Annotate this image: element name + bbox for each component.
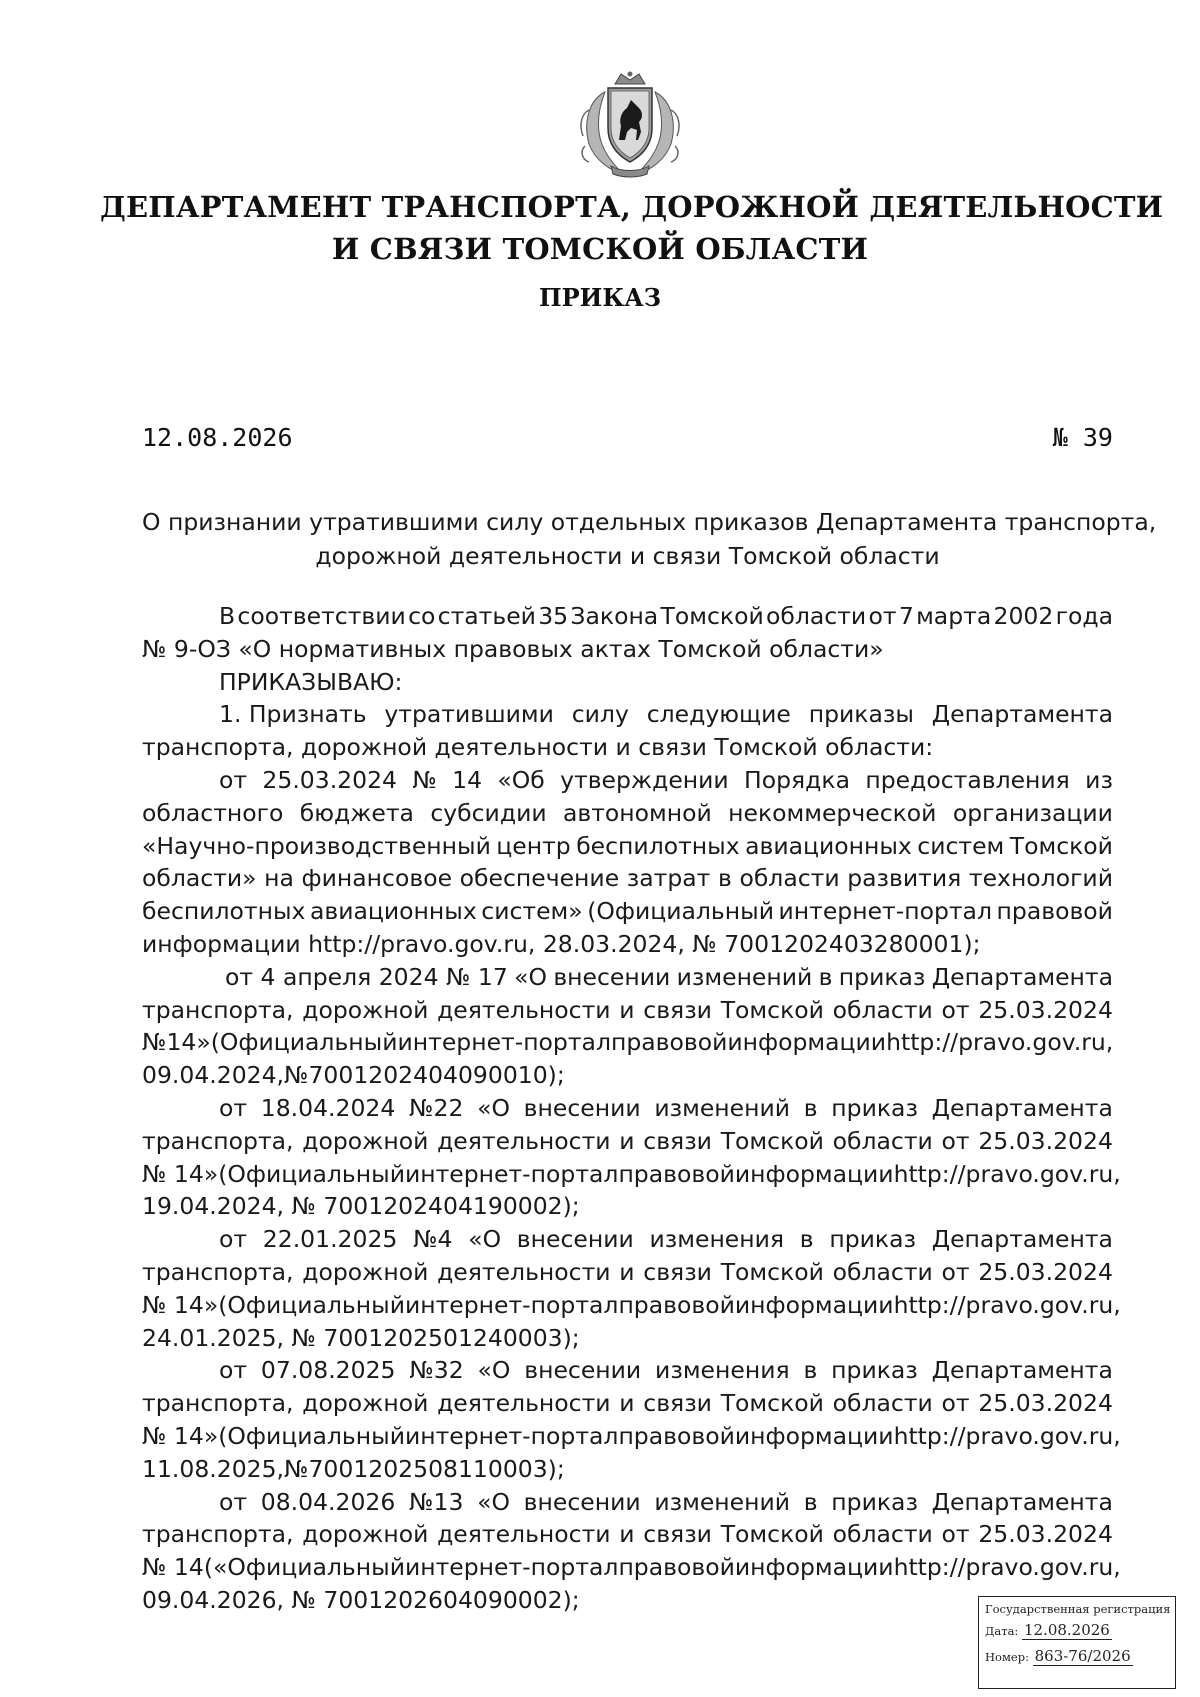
word: на bbox=[264, 864, 294, 893]
word: области bbox=[832, 995, 933, 1024]
word: 35 bbox=[538, 602, 569, 630]
word: Томской bbox=[720, 1126, 824, 1155]
word: 22.01.2025 bbox=[262, 1225, 398, 1254]
word: транспорта, bbox=[142, 1520, 294, 1549]
revoked-order-item bbox=[142, 961, 1113, 1092]
word: транспорта, bbox=[142, 1389, 294, 1418]
coat-of-arms-icon bbox=[575, 70, 685, 178]
word: Департамента bbox=[931, 1356, 1113, 1385]
order-text-line: 24.01.2025, № 7001202501240003); bbox=[142, 1323, 580, 1352]
order-title bbox=[142, 505, 1157, 573]
order-text-line bbox=[142, 1486, 1113, 1519]
word: изменения bbox=[649, 1225, 785, 1254]
word: и bbox=[619, 1389, 635, 1418]
word: информации bbox=[734, 1553, 894, 1582]
word: изменений bbox=[654, 1487, 791, 1516]
word: «Об bbox=[497, 765, 545, 794]
word: №13 bbox=[409, 1487, 464, 1516]
word: изменения bbox=[655, 1356, 790, 1385]
word: предоставления bbox=[865, 765, 1070, 794]
word: со bbox=[408, 602, 436, 630]
revoked-order-item bbox=[142, 1486, 1121, 1617]
word: транспорта, bbox=[142, 995, 294, 1024]
registration-number-label: Номер: bbox=[985, 1650, 1029, 1664]
word: дорожной bbox=[302, 1126, 429, 1155]
word: транспорта, bbox=[142, 1126, 294, 1155]
word: деятельности bbox=[437, 1126, 611, 1155]
word: обеспечение bbox=[459, 864, 620, 893]
word: информации bbox=[727, 1028, 887, 1057]
word: (Официальный bbox=[218, 1421, 405, 1450]
word: от bbox=[941, 1389, 970, 1418]
word: утратившими bbox=[384, 700, 554, 729]
word: №22 bbox=[409, 1093, 464, 1122]
department-name-line2: И СВЯЗИ ТОМСКОЙ ОБЛАСТИ bbox=[331, 232, 869, 266]
word: правовой bbox=[618, 1421, 735, 1450]
word: приказ bbox=[838, 962, 926, 991]
word: Томской bbox=[720, 995, 824, 1024]
order-text-line bbox=[142, 1092, 1113, 1125]
order-text-line bbox=[142, 764, 1113, 797]
word: от bbox=[941, 1520, 970, 1549]
word: деятельности bbox=[437, 995, 611, 1024]
word: из bbox=[1085, 765, 1113, 794]
word: 25.03.2024 bbox=[978, 1126, 1113, 1155]
order-text-line bbox=[142, 862, 1113, 895]
order-text-line bbox=[142, 1551, 1121, 1584]
word: Департамента bbox=[931, 700, 1113, 729]
order-text-line: 11.08.2025,№7001202508110003); bbox=[142, 1454, 565, 1483]
word: от bbox=[219, 1356, 248, 1385]
word: некоммерческой bbox=[728, 798, 937, 827]
registration-stamp bbox=[978, 1596, 1176, 1689]
order-body bbox=[142, 600, 1121, 1617]
word: «О bbox=[477, 1487, 510, 1516]
word: интернет-портал bbox=[404, 1290, 619, 1319]
word: в bbox=[717, 864, 732, 893]
word: интернет-портал bbox=[778, 897, 992, 926]
word: связи bbox=[643, 1257, 712, 1286]
word: следующие bbox=[646, 700, 791, 729]
word: № 14 bbox=[142, 1553, 204, 1582]
word: Порядка bbox=[744, 765, 850, 794]
word: в bbox=[803, 1356, 818, 1385]
word: (Официальный bbox=[587, 897, 774, 926]
order-title-line: О признании утратившими силу отдельных приказов Департамента транспорта, bbox=[142, 508, 1157, 536]
order-date: 12.08.2026 bbox=[142, 423, 293, 452]
word: дорожной bbox=[302, 1520, 429, 1549]
word: деятельности bbox=[437, 1389, 611, 1418]
word: силу bbox=[571, 700, 629, 729]
word: затрат bbox=[626, 864, 711, 893]
word: интернет-портал bbox=[404, 1421, 619, 1450]
word: «Научно-производственный bbox=[142, 831, 491, 860]
word: В bbox=[219, 602, 236, 630]
registration-stamp-title: Государственная регистрация bbox=[985, 1602, 1171, 1616]
word: в bbox=[803, 1093, 818, 1122]
word: приказ bbox=[829, 1225, 916, 1254]
order-title-line: дорожной деятельности и связи Томской области bbox=[315, 542, 940, 570]
department-name-line1: ДЕПАРТАМЕНТ ТРАНСПОРТА, ДОРОЖНОЙ ДЕЯТЕЛЬНОСТИ bbox=[100, 190, 1164, 224]
word: деятельности bbox=[437, 1520, 611, 1549]
word: 08.04.2026 bbox=[260, 1487, 396, 1516]
word: деятельности bbox=[437, 1257, 611, 1286]
word: систем bbox=[917, 831, 1005, 860]
word: автономной bbox=[562, 798, 712, 827]
word: правовой bbox=[618, 1159, 735, 1188]
word: №32 bbox=[409, 1356, 464, 1385]
word: 2002 bbox=[993, 602, 1054, 630]
word: от bbox=[219, 1225, 248, 1254]
word: («Официальный bbox=[203, 1553, 405, 1582]
word: транспорта, bbox=[142, 1257, 294, 1286]
word: авиационных bbox=[745, 831, 912, 860]
word: Департамента bbox=[931, 1093, 1113, 1122]
order-text-line bbox=[142, 1223, 1113, 1256]
word: организации bbox=[952, 798, 1113, 827]
word: интернет-портал bbox=[404, 1159, 619, 1188]
word: области» bbox=[142, 864, 257, 893]
word: утверждении bbox=[560, 765, 729, 794]
word: области bbox=[739, 864, 840, 893]
word: интернет-портал bbox=[397, 1028, 611, 1057]
word: областного bbox=[142, 798, 284, 827]
word: финансовое bbox=[301, 864, 453, 893]
word: Томской bbox=[720, 1520, 824, 1549]
word: http://pravo.gov.ru, bbox=[893, 1159, 1121, 1188]
registration-date-label: Дата: bbox=[985, 1624, 1019, 1638]
word: Томской bbox=[720, 1389, 824, 1418]
word: http://pravo.gov.ru, bbox=[886, 1028, 1114, 1057]
word: в bbox=[799, 1225, 814, 1254]
word: области bbox=[832, 1257, 933, 1286]
word: Томской bbox=[1009, 831, 1113, 860]
word: и bbox=[619, 1126, 635, 1155]
word: правовой bbox=[610, 1028, 728, 1057]
order-text-line: информации http://pravo.gov.ru, 28.03.2024, № 7001202403280001); bbox=[142, 929, 981, 958]
word: области bbox=[832, 1520, 933, 1549]
word: субсидии bbox=[430, 798, 547, 827]
word: дорожной bbox=[302, 1389, 429, 1418]
word: области bbox=[832, 1126, 933, 1155]
order-text-line bbox=[142, 1256, 1113, 1289]
word: области bbox=[832, 1389, 933, 1418]
word: правовой bbox=[618, 1553, 735, 1582]
word: приказы bbox=[808, 700, 914, 729]
word: 25.03.2024 bbox=[978, 1389, 1113, 1418]
word: 07.08.2025 bbox=[260, 1356, 396, 1385]
word: от bbox=[868, 602, 897, 630]
word: приказ bbox=[831, 1356, 918, 1385]
revoked-order-item bbox=[142, 764, 1113, 961]
revoked-order-item bbox=[142, 1223, 1121, 1354]
order-text-line bbox=[142, 1125, 1113, 1158]
order-text-line bbox=[142, 1387, 1113, 1420]
word: изменений bbox=[676, 962, 813, 991]
word: № 14» bbox=[142, 1290, 219, 1319]
word: дорожной bbox=[302, 1257, 429, 1286]
order-text-line bbox=[142, 1518, 1113, 1551]
word: № bbox=[412, 765, 437, 794]
word: (Официальный bbox=[210, 1028, 398, 1057]
word: 14 bbox=[452, 765, 483, 794]
word: № 14» bbox=[142, 1421, 219, 1450]
word: бюджета bbox=[299, 798, 414, 827]
word: соответствии bbox=[237, 602, 406, 630]
word: http://pravo.gov.ru, bbox=[893, 1290, 1121, 1319]
order-text-line bbox=[142, 1158, 1121, 1191]
registration-date-row bbox=[985, 1617, 1169, 1645]
word: от 4 апреля 2024 № 17 bbox=[225, 962, 508, 991]
word: http://pravo.gov.ru, bbox=[893, 1421, 1121, 1450]
word: от bbox=[219, 1487, 248, 1516]
word: http://pravo.gov.ru, bbox=[893, 1553, 1121, 1582]
word: № 14» bbox=[142, 1159, 219, 1188]
word: 25.03.2024 bbox=[978, 1257, 1113, 1286]
clause-line bbox=[142, 698, 1113, 731]
word: интернет-портал bbox=[404, 1553, 619, 1582]
word: 25.03.2024 bbox=[978, 995, 1113, 1024]
order-text-line bbox=[142, 961, 1113, 994]
order-word: ПРИКАЗЫВАЮ: bbox=[219, 667, 403, 696]
word: связи bbox=[643, 1520, 712, 1549]
registration-number-value: 863-76/2026 bbox=[1034, 1647, 1131, 1665]
word: 7 bbox=[898, 602, 914, 630]
word: правовой bbox=[996, 897, 1113, 926]
word: Департамента bbox=[931, 1487, 1113, 1516]
word: и bbox=[619, 995, 635, 1024]
order-text-line: 09.04.2026, № 7001202604090002); bbox=[142, 1585, 580, 1614]
revoked-order-item bbox=[142, 1354, 1121, 1485]
revoked-orders-list bbox=[142, 764, 1121, 1617]
word: 25.03.2024 bbox=[978, 1520, 1113, 1549]
order-text-line bbox=[142, 895, 1113, 928]
word: от bbox=[219, 1093, 248, 1122]
word: внесении bbox=[524, 1356, 642, 1385]
word: (Официальный bbox=[218, 1290, 405, 1319]
word: «О bbox=[477, 1356, 511, 1385]
word: дорожной bbox=[302, 995, 429, 1024]
order-text-line bbox=[142, 797, 1113, 830]
preamble-line bbox=[142, 600, 1113, 633]
order-text-line bbox=[142, 1420, 1121, 1453]
order-text-line bbox=[142, 994, 1113, 1027]
word: марта bbox=[916, 602, 992, 630]
word: статьей bbox=[437, 602, 536, 630]
word: центр bbox=[496, 831, 571, 860]
order-text-line bbox=[142, 830, 1113, 863]
word: технологий bbox=[968, 864, 1113, 893]
clause-line: транспорта, дорожной деятельности и связи Томской области: bbox=[142, 733, 934, 762]
order-text-line bbox=[142, 1354, 1113, 1387]
word: «О bbox=[468, 1225, 502, 1254]
word: «О bbox=[514, 962, 548, 991]
word: от bbox=[941, 1257, 970, 1286]
word: информации bbox=[734, 1421, 894, 1450]
word: изменений bbox=[654, 1093, 791, 1122]
word: 1. Признать bbox=[219, 700, 367, 729]
word: от bbox=[219, 765, 248, 794]
word: 18.04.2024 bbox=[260, 1093, 396, 1122]
word: №14» bbox=[142, 1028, 211, 1057]
preamble-line: № 9-ОЗ «О нормативных правовых актах Томской области» bbox=[142, 634, 884, 663]
word: авиационных bbox=[309, 897, 477, 926]
word: приказ bbox=[831, 1487, 918, 1516]
word: 25.03.2024 bbox=[262, 765, 397, 794]
word: «О bbox=[477, 1093, 510, 1122]
word: связи bbox=[643, 1126, 712, 1155]
word: развития bbox=[847, 864, 962, 893]
order-number: № 39 bbox=[1052, 423, 1113, 452]
word: связи bbox=[643, 995, 712, 1024]
registration-number-row bbox=[985, 1645, 1169, 1668]
order-text-line bbox=[142, 1026, 1113, 1059]
department-heading bbox=[100, 186, 1164, 270]
word: беспилотных bbox=[142, 897, 306, 926]
word: (Официальный bbox=[218, 1159, 405, 1188]
word: от bbox=[941, 995, 970, 1024]
word: информации bbox=[734, 1290, 894, 1319]
word: внесении bbox=[516, 1225, 634, 1254]
order-text-line: 19.04.2024, № 7001202404190002); bbox=[142, 1192, 580, 1221]
word: внесении bbox=[523, 1487, 641, 1516]
word: Департамента bbox=[931, 1225, 1113, 1254]
word: внесении bbox=[523, 1093, 641, 1122]
document-type: ПРИКАЗ bbox=[538, 283, 662, 312]
word: информации bbox=[734, 1159, 894, 1188]
word: №4 bbox=[413, 1225, 453, 1254]
registration-date-value: 12.08.2026 bbox=[1023, 1621, 1110, 1639]
word: в bbox=[803, 1487, 818, 1516]
word: области bbox=[766, 602, 867, 630]
word: Томской bbox=[720, 1257, 824, 1286]
word: и bbox=[619, 1520, 635, 1549]
word: и bbox=[619, 1257, 635, 1286]
word: Департамента bbox=[931, 962, 1113, 991]
word: систем» bbox=[481, 897, 583, 926]
revoked-order-item bbox=[142, 1092, 1121, 1223]
word: связи bbox=[643, 1389, 712, 1418]
word: Закона bbox=[570, 602, 659, 630]
word: беспилотных bbox=[576, 831, 740, 860]
word: года bbox=[1055, 602, 1113, 630]
word: внесении bbox=[553, 962, 671, 991]
order-text-line bbox=[142, 1289, 1121, 1322]
order-text-line: 09.04.2024,№7001202404090010); bbox=[142, 1061, 565, 1090]
word: приказ bbox=[831, 1093, 918, 1122]
word: правовой bbox=[618, 1290, 735, 1319]
word: Томской bbox=[660, 602, 764, 630]
word: от bbox=[941, 1126, 970, 1155]
word: в bbox=[818, 962, 833, 991]
